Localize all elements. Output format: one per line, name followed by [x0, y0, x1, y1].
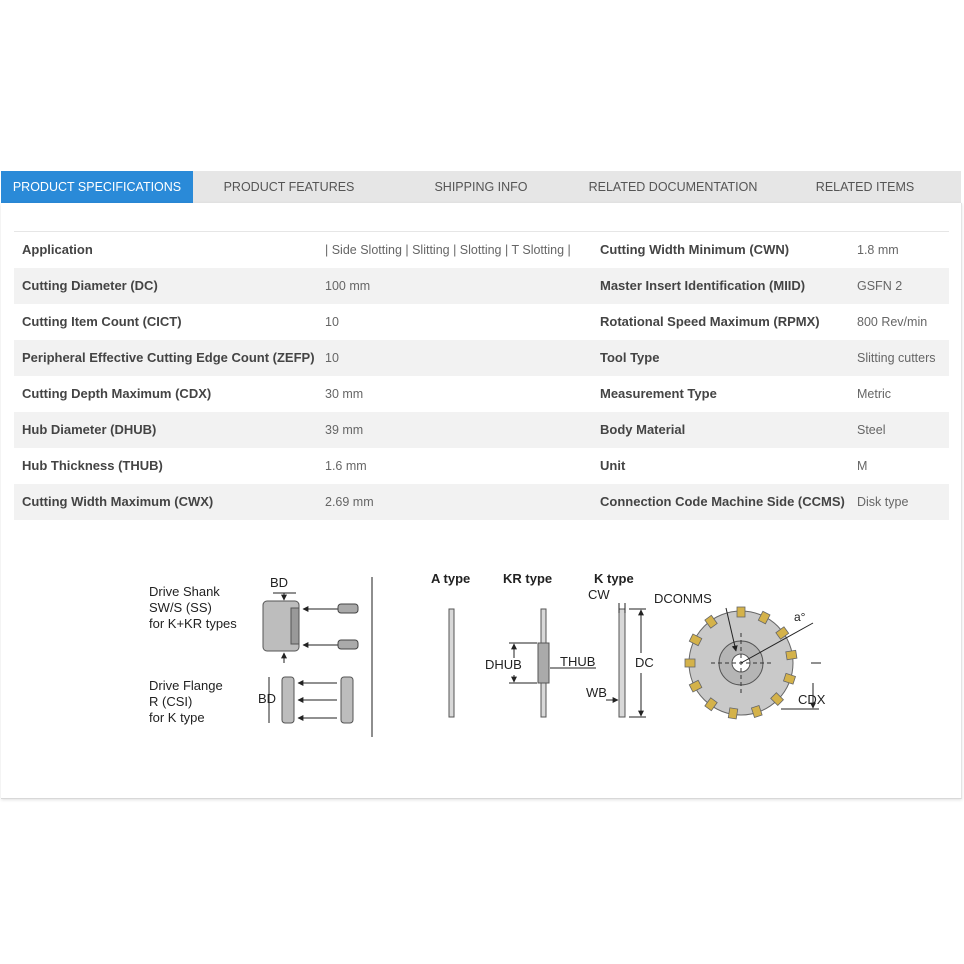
spec-label: Hub Diameter (DHUB)	[22, 422, 157, 437]
spec-label: Hub Thickness (THUB)	[22, 458, 163, 473]
spec-value: 2.69 mm	[325, 494, 374, 509]
spec-label: Peripheral Effective Cutting Edge Count (ZEFP)	[22, 350, 315, 365]
spec-row	[14, 268, 949, 304]
spec-label: Body Material	[600, 422, 686, 437]
drive-flange-note: for K type	[149, 710, 205, 725]
spec-value: 30 mm	[325, 386, 364, 401]
kr-type-drawing	[485, 609, 596, 717]
drive-flange-label: Drive Flange	[149, 678, 223, 693]
spec-label: Master Insert Identification (MIID)	[600, 278, 806, 293]
spec-value: Disk type	[857, 494, 909, 509]
cw-label: CW	[588, 587, 610, 602]
dconms-label: DCONMS	[654, 591, 712, 606]
tab-product-features[interactable]: PRODUCT FEATURES	[223, 180, 355, 194]
spec-label: Cutting Item Count (CICT)	[22, 314, 182, 329]
spec-row	[14, 304, 949, 340]
bd-label-top: BD	[270, 575, 289, 590]
drive-shank-note: for K+KR types	[149, 616, 237, 631]
spec-row	[14, 448, 949, 484]
bd-label-side: BD	[258, 691, 277, 706]
spec-label: Cutting Diameter (DC)	[22, 278, 158, 293]
spec-label: Cutting Width Maximum (CWX)	[22, 494, 214, 509]
k-type-label: K type	[594, 571, 634, 586]
spec-row	[14, 412, 949, 448]
cutter-face-view	[654, 591, 826, 719]
spec-value: | Side Slotting | Slitting | Slotting | T Slotting |	[317, 232, 592, 268]
spec-value: 100 mm	[325, 278, 371, 293]
spec-value: 1.6 mm	[325, 458, 367, 473]
spec-value: Metric	[857, 386, 892, 401]
tab-related-items[interactable]: RELATED ITEMS	[815, 180, 915, 194]
spec-value: 39 mm	[325, 422, 364, 437]
spec-label: Measurement Type	[600, 386, 717, 401]
a-type-blade	[449, 609, 454, 717]
wb-label: WB	[586, 685, 607, 700]
drive-shank-drawing	[263, 575, 358, 663]
tab-product-specifications[interactable]: PRODUCT SPECIFICATIONS	[1, 171, 193, 203]
spec-row	[14, 376, 949, 412]
cutter-dimension-diagram	[141, 563, 841, 743]
drive-shank-code: SW/S (SS)	[149, 600, 212, 615]
thub-label: THUB	[560, 654, 596, 669]
spec-value: 10	[325, 314, 339, 329]
k-type-drawing	[586, 587, 654, 717]
tab-shipping-info[interactable]: SHIPPING INFO	[434, 180, 528, 194]
spec-value: Slitting cutters	[857, 350, 936, 365]
spec-row	[14, 232, 949, 268]
spec-label: Rotational Speed Maximum (RPMX)	[600, 314, 820, 329]
dc-label: DC	[635, 655, 654, 670]
spec-label: Application	[14, 232, 317, 268]
spec-value: 800 Rev/min	[857, 314, 928, 329]
spec-value: M	[857, 458, 868, 473]
spec-row	[14, 340, 949, 376]
spec-value: GSFN 2	[857, 278, 903, 293]
tab-bar	[1, 171, 961, 203]
dhub-label: DHUB	[485, 657, 522, 672]
cdx-label: CDX	[798, 692, 826, 707]
spec-label: Connection Code Machine Side (CCMS)	[600, 494, 845, 509]
spec-label: Cutting Width Minimum (CWN)	[592, 232, 849, 268]
spec-value: 10	[325, 350, 339, 365]
drive-flange-code: R (CSI)	[149, 694, 193, 709]
drive-shank-label: Drive Shank	[149, 584, 220, 599]
spec-label: Cutting Depth Maximum (CDX)	[22, 386, 212, 401]
spec-value: 1.8 mm	[849, 232, 949, 268]
tab-related-documentation[interactable]: RELATED DOCUMENTATION	[588, 180, 758, 194]
specifications-panel	[1, 203, 962, 799]
spec-value: Steel	[857, 422, 886, 437]
a-type-label: A type	[431, 571, 471, 586]
spec-label: Tool Type	[600, 350, 660, 365]
kr-type-label: KR type	[503, 571, 553, 586]
specifications-table	[14, 231, 949, 520]
spec-row	[14, 484, 949, 520]
spec-label: Unit	[600, 458, 626, 473]
angle-label: a°	[794, 610, 806, 624]
